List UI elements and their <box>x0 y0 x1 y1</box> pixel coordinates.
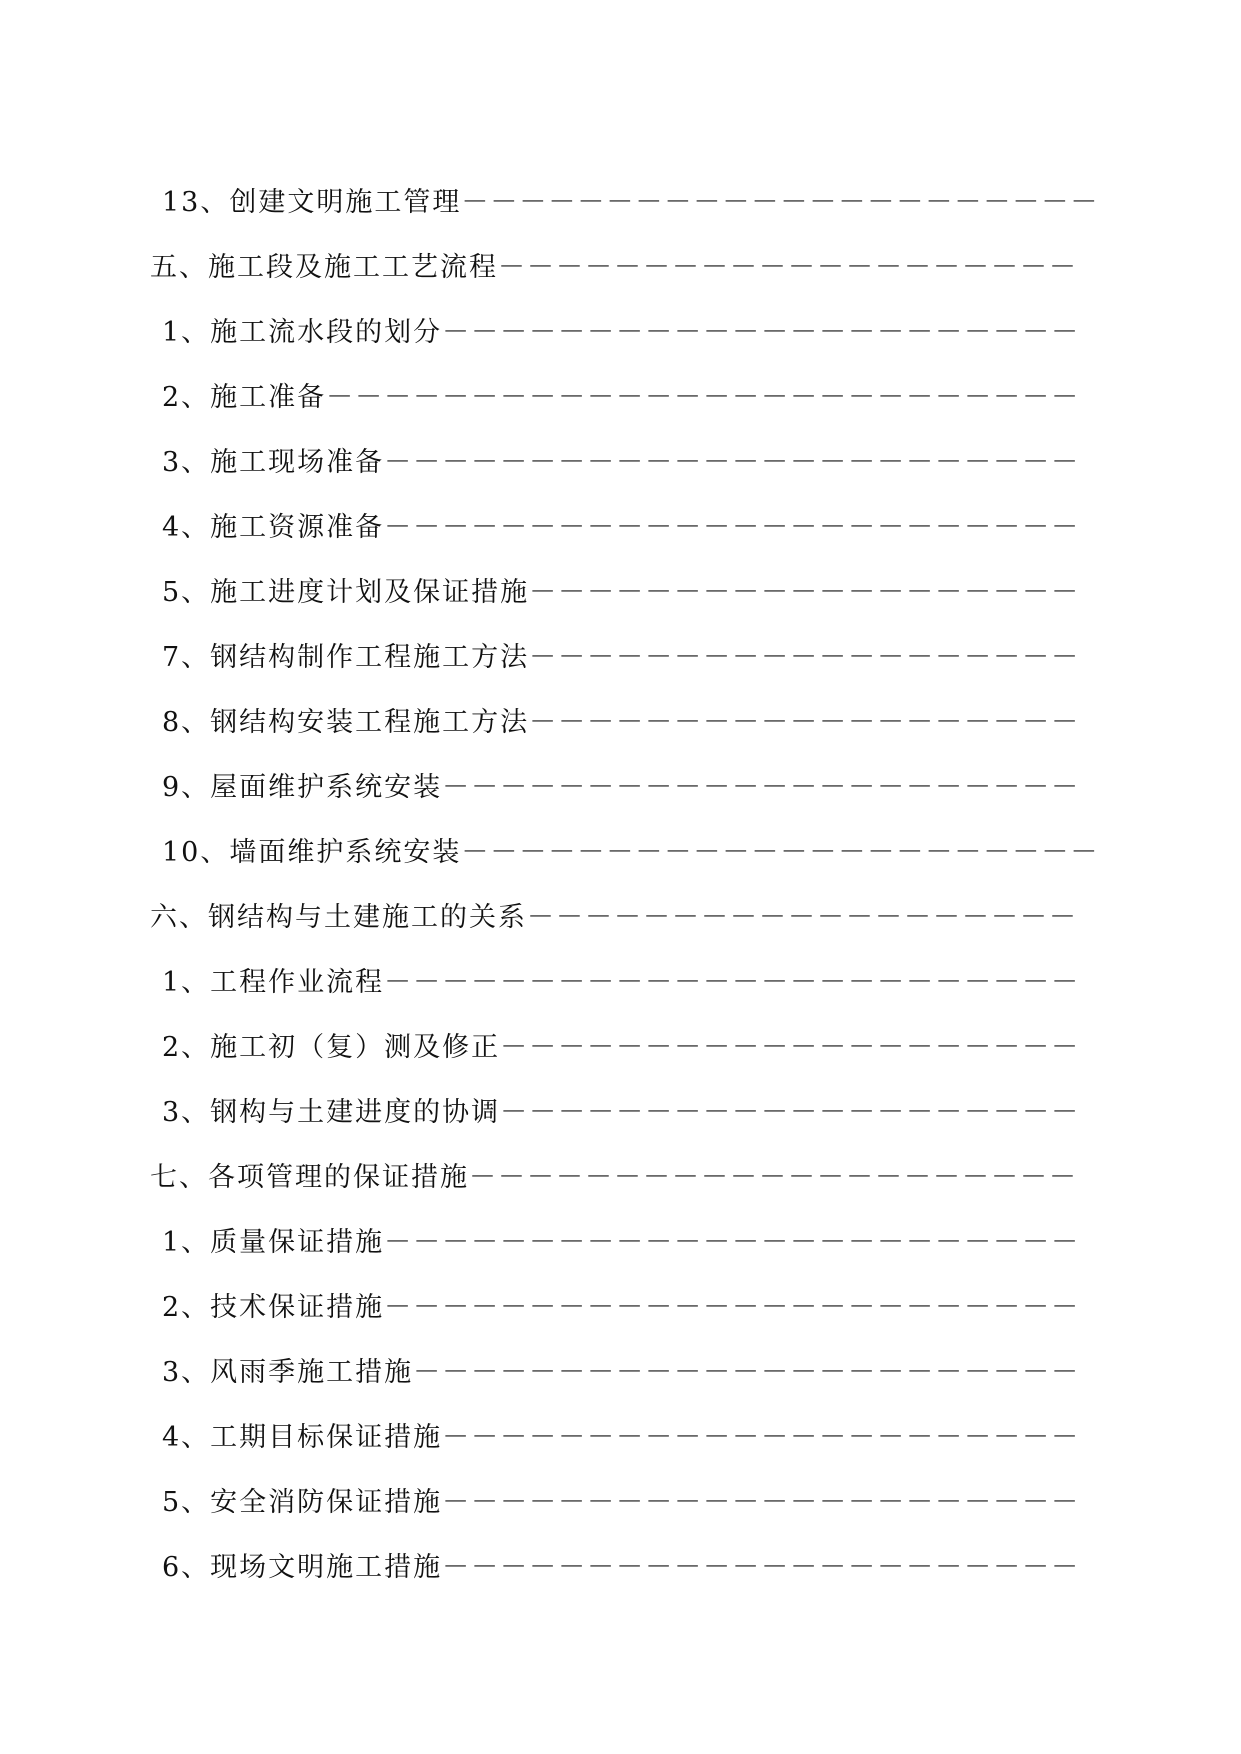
toc-entry-text: 1、工程作业流程－－－－－－－－－－－－－－－－－－－－－－－－ <box>162 967 1081 998</box>
toc-entry-text: 3、钢构与土建进度的协调－－－－－－－－－－－－－－－－－－－－ <box>162 1097 1081 1128</box>
toc-entry <box>0 708 1241 773</box>
toc-entry <box>0 1098 1241 1163</box>
toc-entry <box>0 578 1241 643</box>
toc-entry-text: 五、施工段及施工工艺流程－－－－－－－－－－－－－－－－－－－－ <box>150 252 1078 283</box>
toc-entry <box>0 1358 1241 1423</box>
toc-entry-text: 4、施工资源准备－－－－－－－－－－－－－－－－－－－－－－－－ <box>162 512 1081 543</box>
toc-entry <box>0 643 1241 708</box>
toc-entry-text: 7、钢结构制作工程施工方法－－－－－－－－－－－－－－－－－－－ <box>162 642 1081 673</box>
toc-entry-text: 3、施工现场准备－－－－－－－－－－－－－－－－－－－－－－－－ <box>162 447 1081 478</box>
toc-entry <box>0 1033 1241 1098</box>
toc-entry-text: 10、墙面维护系统安装－－－－－－－－－－－－－－－－－－－－－－ <box>162 837 1100 868</box>
toc-entry-text: 2、施工准备－－－－－－－－－－－－－－－－－－－－－－－－－－ <box>162 382 1081 413</box>
toc-entry-text: 9、屋面维护系统安装－－－－－－－－－－－－－－－－－－－－－－ <box>162 772 1081 803</box>
toc-entry <box>0 448 1241 513</box>
toc-entry <box>0 838 1241 903</box>
toc-entry-text: 5、安全消防保证措施－－－－－－－－－－－－－－－－－－－－－－ <box>162 1487 1081 1518</box>
toc-entry-text: 4、工期目标保证措施－－－－－－－－－－－－－－－－－－－－－－ <box>162 1422 1081 1453</box>
toc-entry <box>0 1423 1241 1488</box>
toc-entry-text: 七、各项管理的保证措施－－－－－－－－－－－－－－－－－－－－－ <box>150 1162 1078 1193</box>
toc-entry <box>0 383 1241 448</box>
toc-entry <box>0 318 1241 383</box>
toc-entry <box>0 1553 1241 1618</box>
toc-entry-text: 6、现场文明施工措施－－－－－－－－－－－－－－－－－－－－－－ <box>162 1552 1081 1583</box>
table-of-contents <box>0 188 1241 1618</box>
toc-entry <box>0 968 1241 1033</box>
toc-entry <box>0 1488 1241 1553</box>
toc-entry <box>0 1228 1241 1293</box>
toc-entry-text: 13、创建文明施工管理－－－－－－－－－－－－－－－－－－－－－－ <box>162 187 1100 218</box>
toc-entry-text: 3、风雨季施工措施－－－－－－－－－－－－－－－－－－－－－－－ <box>162 1357 1081 1388</box>
toc-section-heading <box>0 903 1241 968</box>
toc-entry-text: 2、施工初（复）测及修正－－－－－－－－－－－－－－－－－－－－ <box>162 1032 1081 1063</box>
toc-section-heading <box>0 253 1241 318</box>
toc-entry <box>0 513 1241 578</box>
toc-entry-text: 2、技术保证措施－－－－－－－－－－－－－－－－－－－－－－－－ <box>162 1292 1081 1323</box>
toc-entry <box>0 1293 1241 1358</box>
toc-entry-text: 1、施工流水段的划分－－－－－－－－－－－－－－－－－－－－－－ <box>162 317 1081 348</box>
toc-entry-text: 8、钢结构安装工程施工方法－－－－－－－－－－－－－－－－－－－ <box>162 707 1081 738</box>
toc-entry-text: 5、施工进度计划及保证措施－－－－－－－－－－－－－－－－－－－ <box>162 577 1081 608</box>
toc-entry <box>0 773 1241 838</box>
toc-entry-text: 1、质量保证措施－－－－－－－－－－－－－－－－－－－－－－－－ <box>162 1227 1081 1258</box>
toc-section-heading <box>0 1163 1241 1228</box>
toc-entry <box>0 188 1241 253</box>
toc-entry-text: 六、钢结构与土建施工的关系－－－－－－－－－－－－－－－－－－－ <box>150 902 1078 933</box>
